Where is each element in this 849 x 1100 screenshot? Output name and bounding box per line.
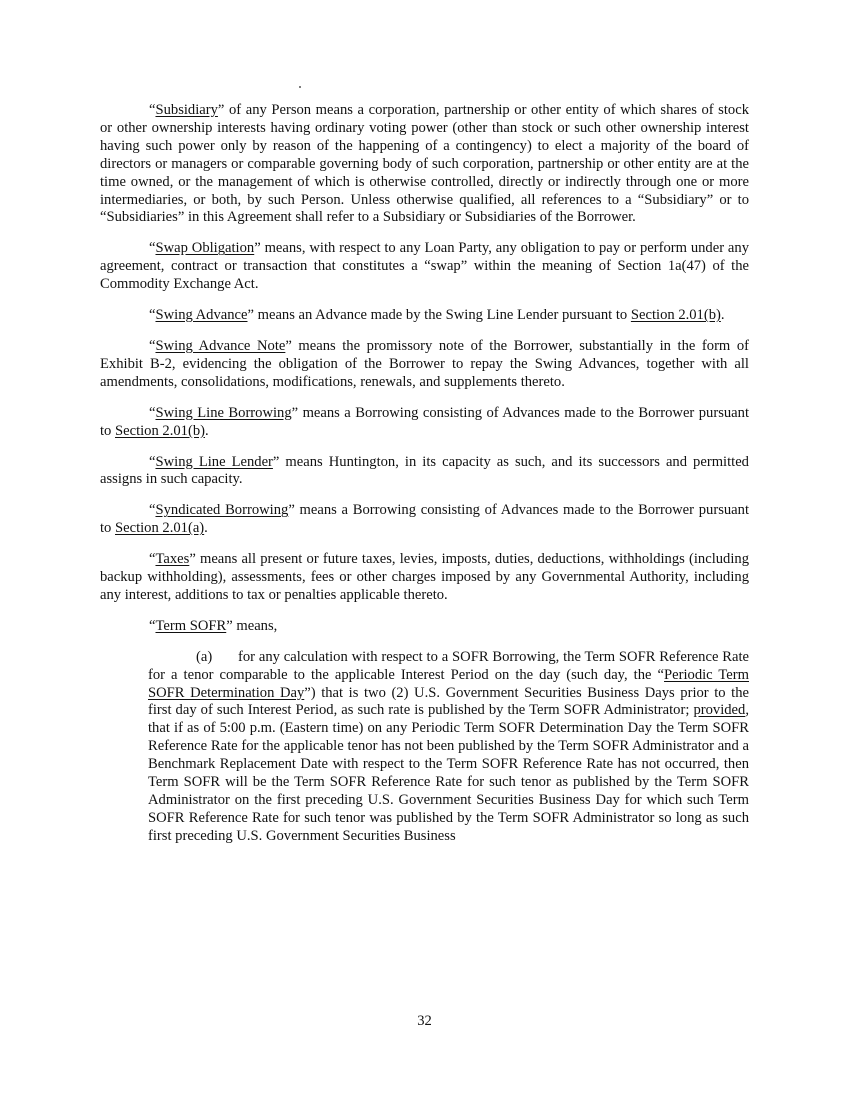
defined-term: Syndicated Borrowing — [155, 502, 289, 519]
stray-mark — [299, 86, 301, 88]
definition-syndicated-borrowing: “Syndicated Borrowing” means a Borrowing consisting of Advances made to the Borrower pursuant to Section 2.01(a). — [100, 502, 749, 537]
proviso-term: provided — [693, 702, 746, 719]
defined-term: Taxes — [155, 551, 190, 568]
definition-subsidiary: “Subsidiary” of any Person means a corporation, partnership or other entity of which shares of stock or other ownership interests having ordinary voting power (other than stock or such other ownership interest having such power only by reason of the happening of a contingency) to elect a majority of the board of directors or managers or comparable governing body of such corporation, partnership or other entity are at the time owned, or the management of which is otherwise controlled, directly or indirectly through one or more intermediaries, or both, by such Person. Unless otherwise qualified, all references to a “Subsidiary” or to “Subsidiaries” in this Agreement shall refer to a Subsidiary or Subsidiaries of the Borrower. — [100, 102, 749, 226]
term-sofr-clause-a: (a) for any calculation with respect to a SOFR Borrowing, the Term SOFR Reference Rate for a tenor comparable to the applicable Interest Period on the day (such day, the “Periodic Term SOFR Determination Day”) that is two (2) U.S. Government Securities Business Days prior to the first day of such Interest Period, as such rate is published by the Term SOFR Administrator; provided, that if as of 5:00 p.m. (Eastern time) on any Periodic Term SOFR Determination Day the Term SOFR Reference Rate for the applicable tenor has not been published by the Term SOFR Administrator and a Benchmark Replacement Date with respect to the Term SOFR Reference Rate has not occurred, then Term SOFR will be the Term SOFR Reference Rate for such tenor as published by the Term SOFR Administrator on the first preceding U.S. Government Securities Business Day for which such Term SOFR Reference Rate for such tenor was published by the Term SOFR Administrator so long as such first preceding U.S. Government Securities Business — [148, 648, 749, 844]
definition-swap-obligation: “Swap Obligation” means, with respect to any Loan Party, any obligation to pay or perform under any agreement, contract or transaction that constitutes a “swap” within the meaning of Section 1a(47) of the Commodity Exchange Act. — [100, 240, 749, 293]
definition-term-sofr: “Term SOFR” means, — [149, 617, 278, 634]
defined-term: Swap Obligation — [155, 240, 255, 257]
definition-taxes: “Taxes” means all present or future taxes, levies, imposts, duties, deductions, withholdings (including backup withholding), assessments, fees or other charges imposed by any Governmental Authority, including any interest, additions to tax or penalties applicable thereto. — [100, 551, 749, 603]
defined-term: Swing Advance Note — [155, 337, 286, 354]
defined-term: Swing Line Lender — [155, 453, 273, 470]
defined-term: Term SOFR — [155, 617, 227, 634]
defined-term: Subsidiary — [155, 102, 218, 118]
defined-term: Swing Advance — [155, 307, 248, 324]
clause-label: (a) — [196, 648, 213, 665]
section-reference: Section 2.01(b) — [630, 307, 721, 324]
document-body — [100, 102, 749, 846]
definition-swing-line-borrowing: “Swing Line Borrowing” means a Borrowing consisting of Advances made to the Borrower pursuant to Section 2.01(b). — [100, 404, 749, 439]
defined-term: Periodic Term SOFR Determination Day — [148, 666, 749, 701]
definition-swing-advance-note: “Swing Advance Note” means the promissory note of the Borrower, substantially in the form of Exhibit B-2, evidencing the obligation of the Borrower to repay the Swing Advances, together with all amendments, consolidations, modifications, renewals, and supplements thereto. — [100, 337, 750, 390]
page-number: 32 — [417, 1013, 432, 1029]
section-reference: Section 2.01(a) — [115, 520, 205, 537]
definition-swing-line-lender: “Swing Line Lender” means Huntington, in its capacity as such, and its successors and permitted assigns in such capacity. — [100, 453, 749, 488]
defined-term: Swing Line Borrowing — [155, 404, 292, 421]
definition-swing-advance: “Swing Advance” means an Advance made by the Swing Line Lender pursuant to Section 2.01(b). — [149, 307, 725, 324]
section-reference: Section 2.01(b) — [115, 422, 205, 439]
